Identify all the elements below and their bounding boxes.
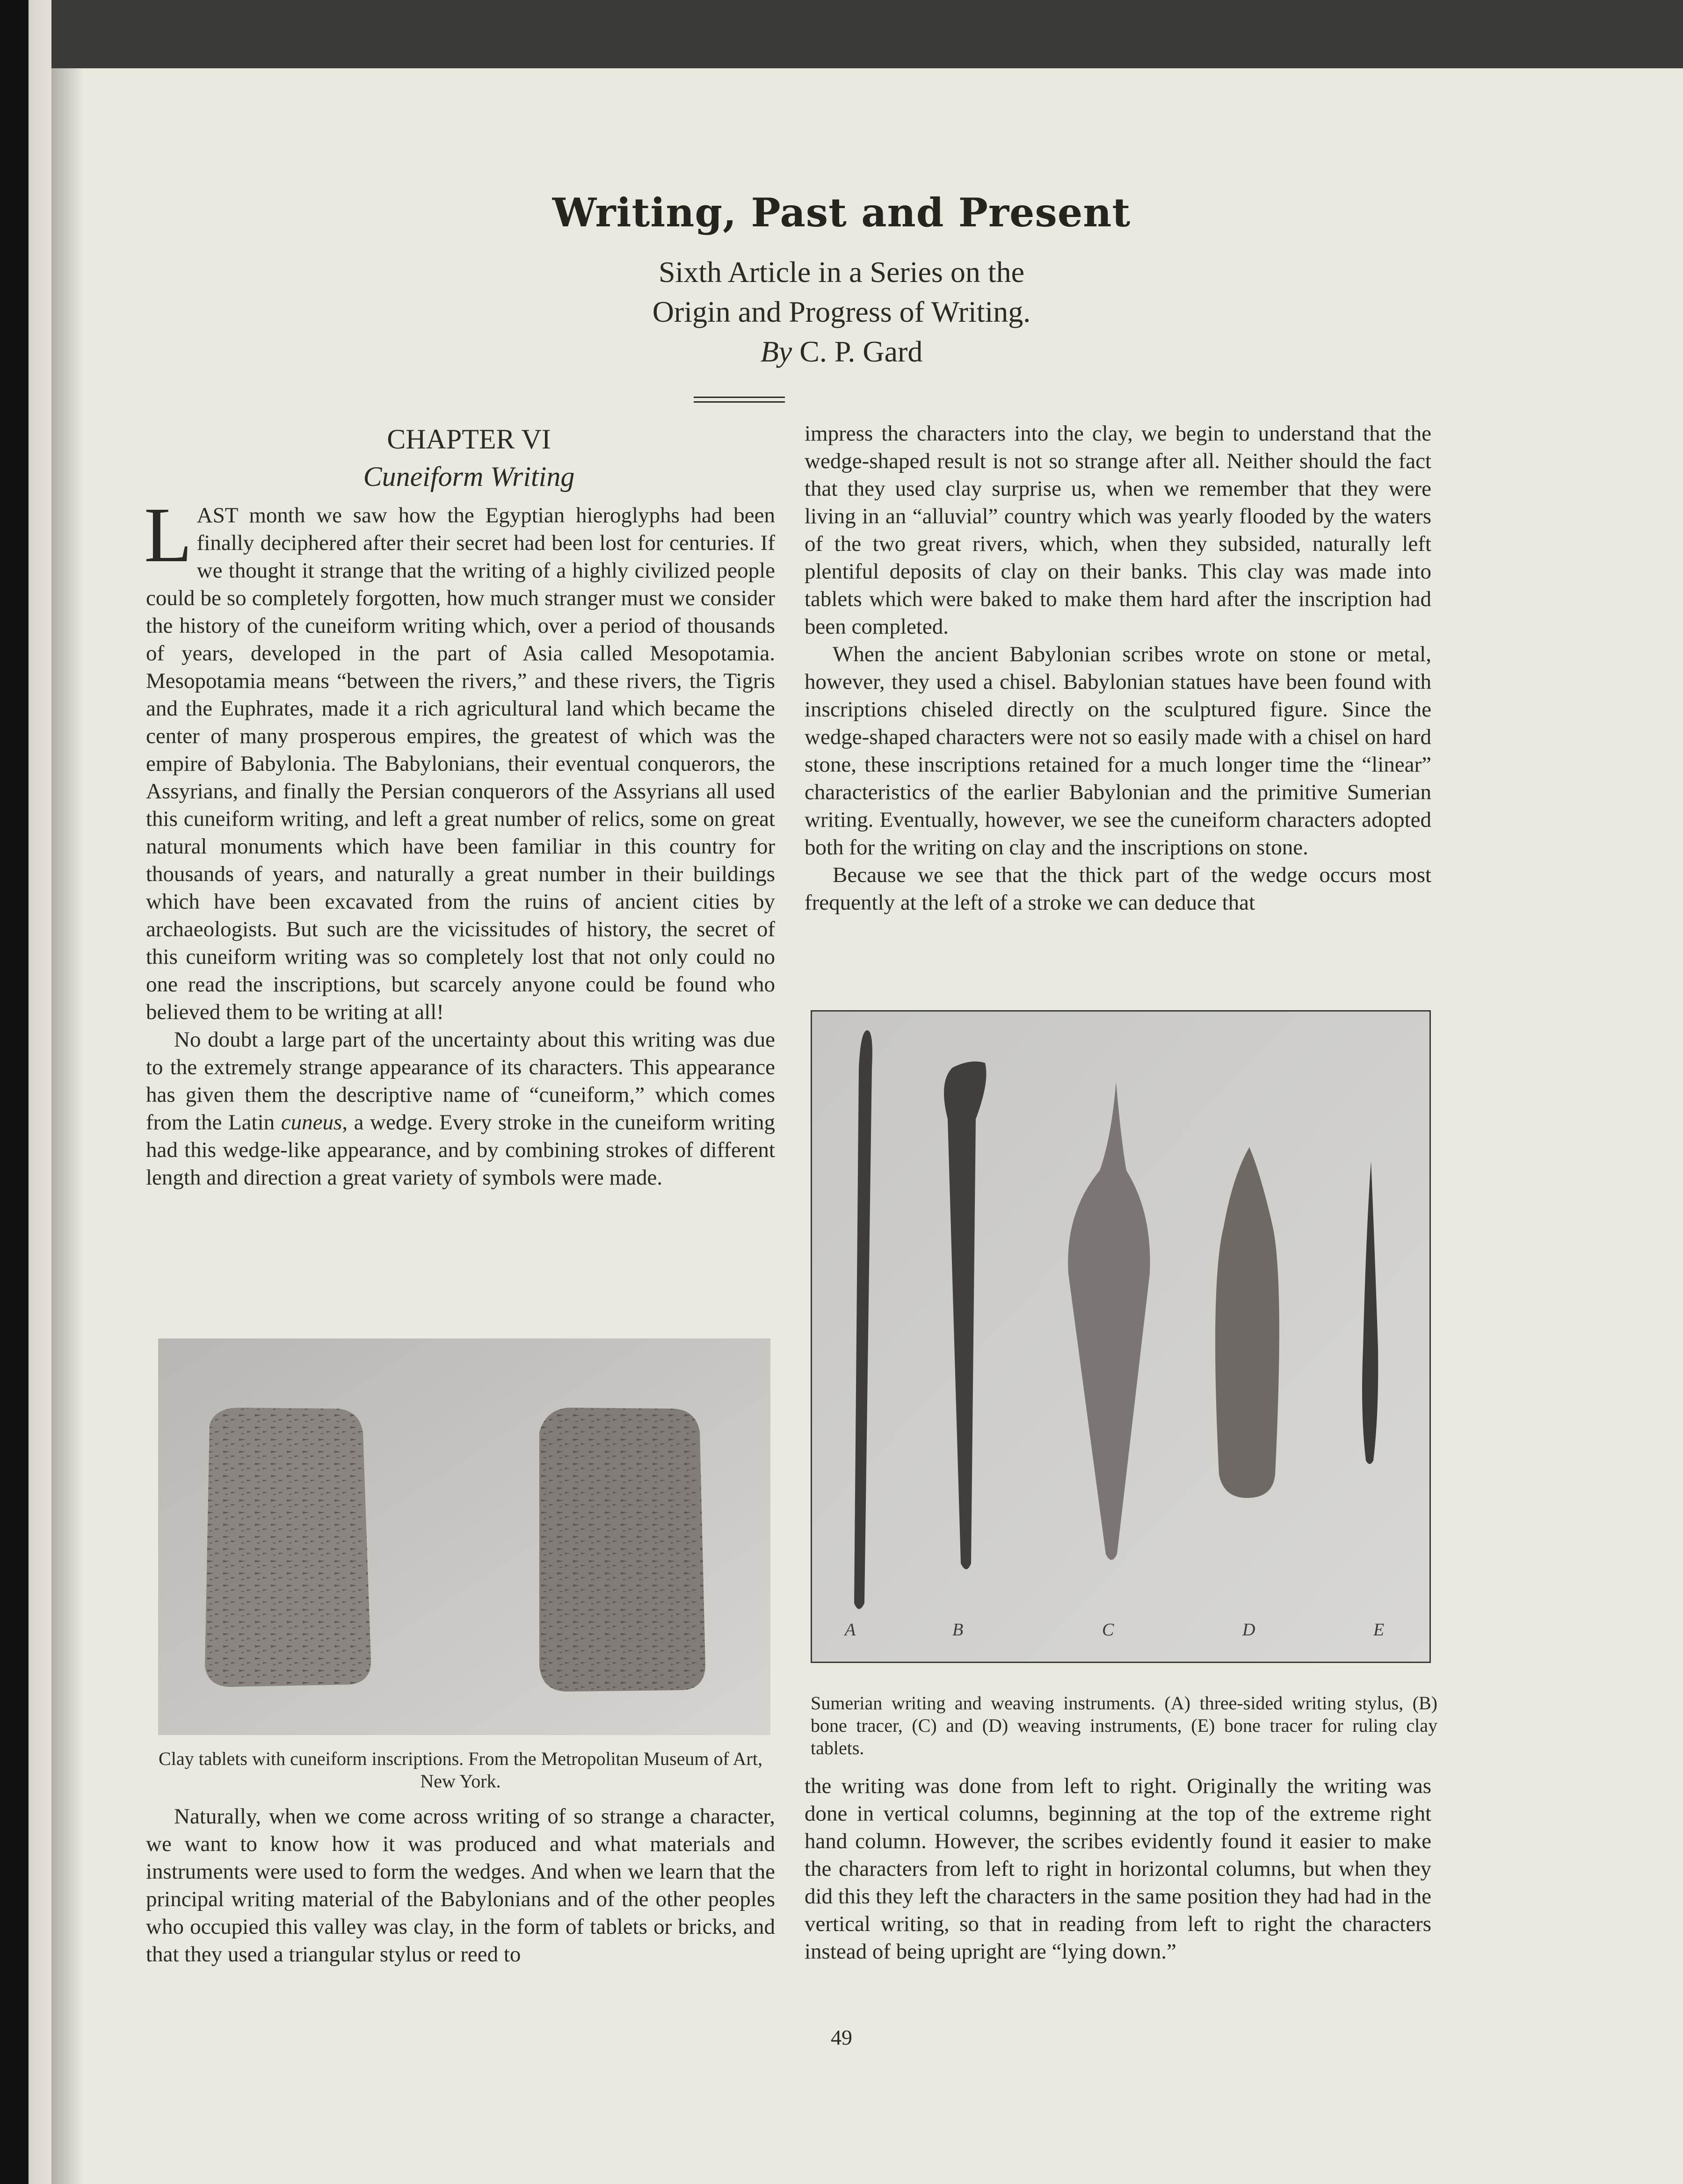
byline-author: C. P. Gard	[799, 335, 923, 368]
left-paragraph-2-italic: cuneus,	[281, 1110, 348, 1135]
right-paragraph-3: Because we see that the thick part of the wedge occurs most frequently at the left of a stroke we can deduce that	[805, 863, 1431, 915]
chapter-number: CHAPTER VI	[387, 424, 551, 455]
title-rule-top	[694, 397, 785, 398]
clay-tablets-caption: Clay tablets with cuneiform inscriptions. From the Metropolitan Museum of Art, New York.	[159, 1748, 762, 1792]
right-column-bottom-text	[805, 1772, 1431, 1966]
article-title: Writing, Past and Present	[552, 189, 1131, 236]
right-column-text	[805, 420, 1431, 917]
chapter-title: Cuneiform Writing	[363, 461, 575, 492]
left-paragraph-2-a: No doubt a large part of the uncertainty about this writing was due to the extremely strange appearance of its characters. This appearance has given them the descriptive name of “cuneiform,” which comes from the Latin	[146, 1027, 775, 1135]
article-byline	[0, 334, 1683, 369]
clay-tablets-photo	[158, 1338, 770, 1735]
instrument-label-b: B	[952, 1620, 964, 1640]
right-paragraph-2: When the ancient Babylonian scribes wrote on stone or metal, however, they used a chisel. Babylonian statues have been found with inscriptions chiseled directly on the sculptured figure. Since the wedge-shaped characters were not so easily made with a chisel on hard stone, these inscriptions retained for a much longer time the “linear” characteristics of the earlier Babylonian and the primitive Sumerian writing. Eventually, however, we see the cuneiform characters adopted both for the writing on clay and the inscriptions on stone.	[805, 642, 1431, 860]
left-paragraph-1-text: AST month we saw how the Egyptian hieroglyphs had been finally deciphered after their secret had been lost for centuries. If we thought it strange that the writing of a highly civilized people could be so completely forgotten, how much stranger must we consider the history of the cuneiform writing which, over a period of thousands of years, developed in the part of Asia called Mesopotamia. Mesopotamia means “between the rivers,” and these rivers, the Tigris and the Euphrates, made it a rich agricultural land which became the center of many prosperous empires, the greatest of which was the empire of Babylonia. The Babylonians, their eventual conquerors, the Assyrians, and finally the Persian conquerors of the Assyrians all used this cuneiform writing, and left a great number of relics, some on great natural monuments which have been familiar in this country for thousands of years, and naturally a great number in their buildings which have been excavated from the ruins of ancient cities by archaeologists. But such are the vicissitudes of history, the secret of this cuneiform writing was so completely lost that not only could no one read the inscriptions, but scarcely anyone could be found who believed them to be writing at all!	[146, 503, 775, 1024]
title-rule-bottom	[694, 401, 785, 403]
clay-tablets-illustration	[158, 1338, 770, 1735]
right-paragraph-4: the writing was done from left to right. Originally the writing was done in vertical columns, beginning at the top of the extreme right hand column. However, the scribes evidently found it easier to make the characters from left to right in horizontal columns, but when they did this they left the characters in the same position they had had in the vertical writing, so that in reading from left to right the characters instead of being upright are “lying down.”	[805, 1774, 1431, 1964]
instruments-caption: Sumerian writing and weaving instruments. (A) three-sided writing stylus, (B) bone tracer, (C) and (D) weaving instruments, (E) bone tracer for ruling clay tablets.	[811, 1692, 1437, 1758]
article-subtitle-line2: Origin and Progress of Writing.	[652, 295, 1031, 328]
left-column-bottom-text	[146, 1803, 775, 1968]
page-number: 49	[831, 2025, 852, 2049]
tablet-left	[205, 1408, 371, 1687]
byline-prefix: By	[760, 335, 792, 368]
instruments-photo	[811, 1010, 1431, 1663]
instrument-label-a: A	[845, 1620, 856, 1640]
instrument-label-e: E	[1373, 1620, 1385, 1640]
article-subtitle-line1: Sixth Article in a Series on the	[658, 255, 1025, 289]
instrument-label-c: C	[1102, 1620, 1114, 1640]
instrument-label-d: D	[1242, 1620, 1255, 1640]
left-paragraph-2-b: a wedge. Every stroke in the cuneiform writing had this wedge-like appearance, and by combining strokes of different length and direction a great variety of symbols were made.	[146, 1110, 775, 1190]
page-gutter-shadow	[51, 68, 84, 2184]
left-paragraph-2	[146, 1026, 775, 1192]
right-paragraph-1: impress the characters into the clay, we begin to understand that the wedge-shaped result is not so strange after all. Neither should the fact that they used clay surprise us, when we remember that they were living in an “alluvial” country which was yearly flooded by the waters of the two great rivers, which, when they subsided, naturally left plentiful deposits of clay on their banks. This clay was made into tablets which were baked to make them hard after the inscription had been completed.	[805, 421, 1431, 639]
left-paragraph-3: Naturally, when we come across writing of so strange a character, we want to know how it was produced and what materials and instruments were used to form the wedges. And when we learn that the principal writing material of the Babylonians and of the other peoples who occupied this valley was clay, in the form of tablets or bricks, and that they used a triangular stylus or reed to	[146, 1804, 775, 1967]
instruments-illustration	[812, 1012, 1429, 1662]
drop-cap: L	[144, 492, 192, 579]
tablet-right	[539, 1408, 705, 1692]
left-paragraph-1	[144, 492, 775, 1026]
left-column-text	[144, 492, 775, 1192]
